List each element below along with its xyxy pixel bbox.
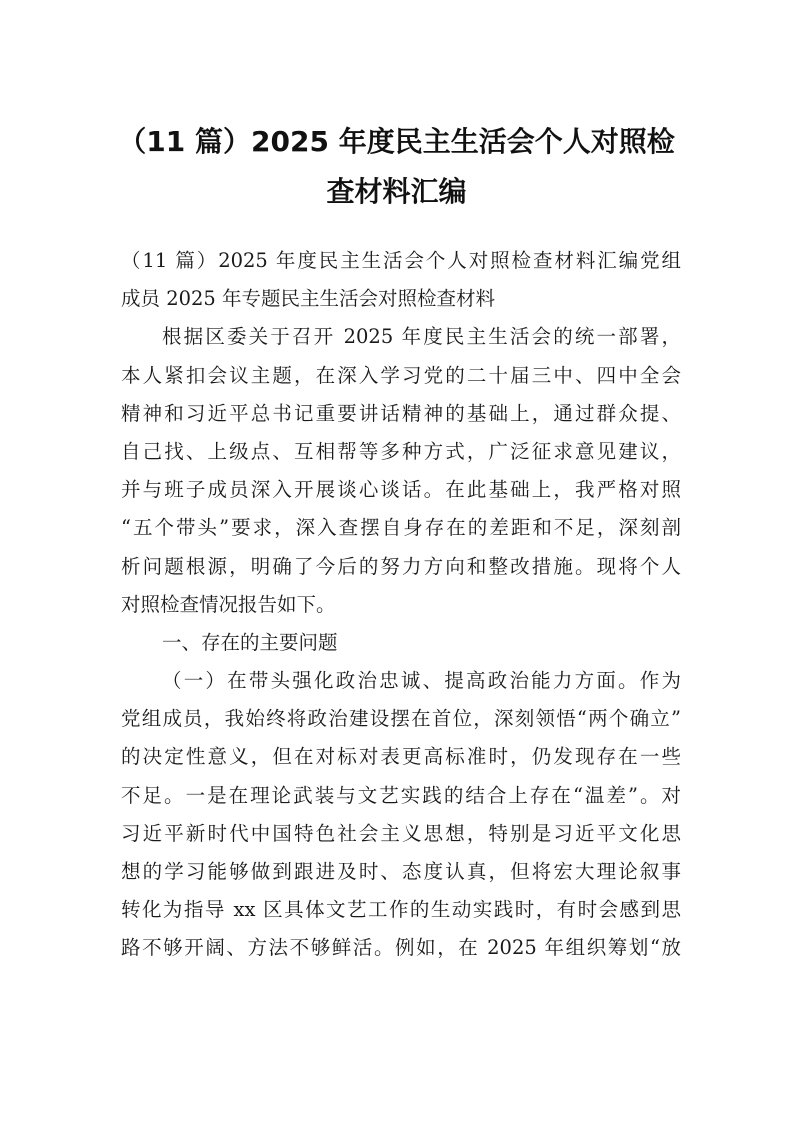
body-line: 成员 2025 年专题民主生活会对照检查材料 [121,287,496,311]
body-line: 不足。一是在理论武装与文艺实践的结合上存在“温差”。对 [121,783,681,807]
body-line: 想的学习能够做到跟进及时、态度认真，但将宏大理论叙事 [121,860,681,883]
body-line: 析问题根源，明确了今后的努力方向和整改措施。现将个人 [121,554,681,578]
body-line: 对照检查情况报告如下。 [121,592,336,616]
document-title-line: 查材料汇编 [326,175,467,208]
body-line: 习近平新时代中国特色社会主义思想，特别是习近平文化思 [121,821,681,845]
document-title [110,117,683,217]
body-line: 根据区委关于召开 2025 年度民主生活会的统一部署， [162,325,681,349]
body-line: 的决定性意义，但在对标对表更高标准时，仍发现存在一些 [121,745,681,769]
section-heading: 一、存在的主要问题 [162,630,338,654]
body-line: 转化为指导 xx 区具体文艺工作的生动实践时，有时会感到思 [121,898,681,922]
body-line: （11 篇）2025 年度民主生活会个人对照检查材料汇编党组 [121,249,681,272]
body-line: 精神和习近平总书记重要讲话精神的基础上，通过群众提、 [121,401,681,425]
document-title-line: （11 篇）2025 年度民主生活会个人对照检 [118,125,675,158]
body-line: 并与班子成员深入开展谈心谈话。在此基础上，我严格对照 [121,478,681,502]
body-line: “五个带头”要求，深入查摆自身存在的差距和不足，深刻剖 [121,516,681,540]
body-line: 路不够开阔、方法不够鲜活。例如，在 2025 年组织筹划“放 [121,936,681,960]
body-line: 党组成员，我始终将政治建设摆在首位，深刻领悟“两个确立” [121,707,681,731]
body-line: 自己找、上级点、互相帮等多种方式，广泛征求意见建议， [121,439,681,463]
body-line: 本人紧扣会议主题，在深入学习党的二十届三中、四中全会 [121,363,681,387]
subsection-heading-line: （一）在带头强化政治忠诚、提高政治能力方面。作为 [162,669,681,693]
document-body [121,242,681,968]
